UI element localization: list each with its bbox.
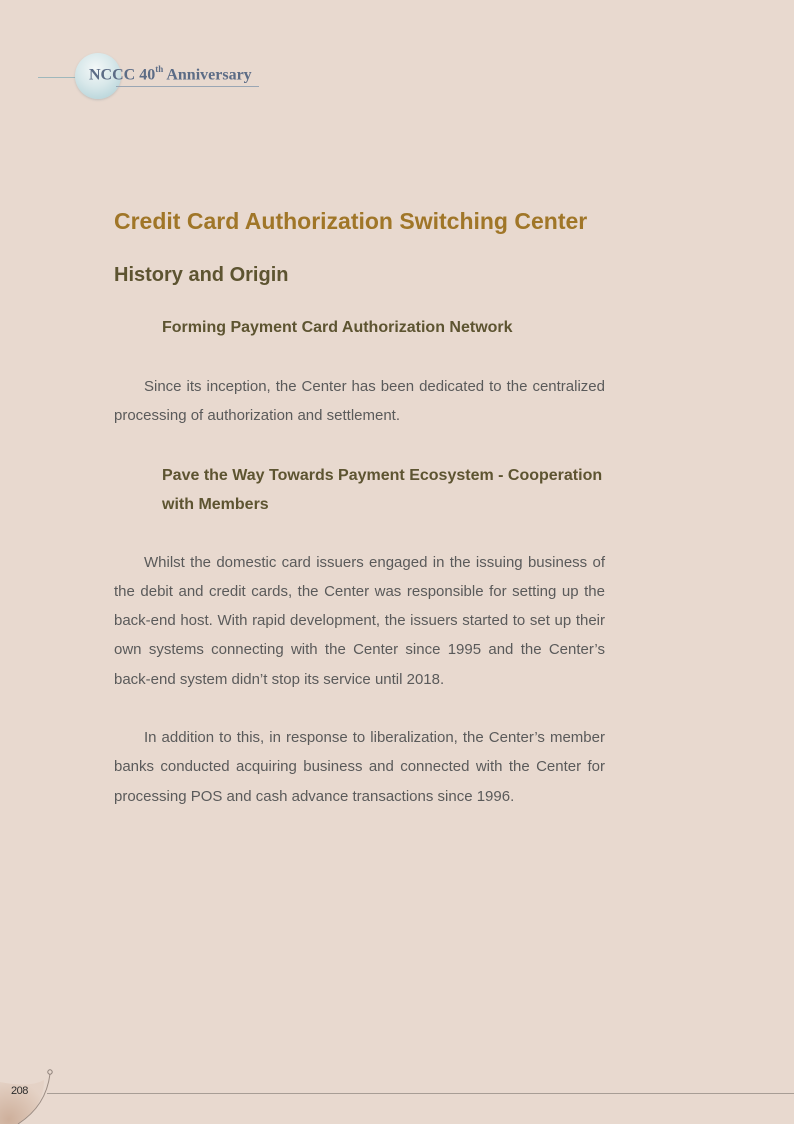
document-title: Credit Card Authorization Switching Center <box>114 208 588 234</box>
anniversary-suffix: Anniversary <box>163 66 252 84</box>
document-body <box>114 204 605 811</box>
paragraph: In addition to this, in response to liberalization, the Center’s member banks conducted acquiring business and connected with the Center for processing POS and cash advance transactions since 1996. <box>114 729 605 805</box>
anniversary-ordinal: th <box>155 64 164 74</box>
anniversary-header <box>38 52 278 102</box>
section-heading: History and Origin <box>114 264 289 286</box>
subsection-heading: Forming Payment Card Authorization Network <box>162 319 513 336</box>
footer-rule <box>47 1093 794 1094</box>
header-rule-left <box>38 77 78 78</box>
page-number: 208 <box>11 1085 28 1097</box>
anniversary-brand: NCCC 40 <box>89 66 156 84</box>
anniversary-title <box>89 65 252 84</box>
corner-swoosh-icon <box>0 1068 60 1124</box>
paragraph: Whilst the domestic card issuers engaged in the issuing business of the debit and credit cards, the Center was responsible for setting up the back-end host. With rapid development, the issuers started to set up their own systems connecting with the Center since 1995 and the Center’s back-end system didn’t stop its service until 2018. <box>114 553 605 688</box>
paragraph: Since its inception, the Center has been dedicated to the centralized processing of authorization and settlement. <box>114 378 605 425</box>
subsection-heading: Pave the Way Towards Payment Ecosystem - Cooperation with Members <box>162 466 603 513</box>
header-rule-underline <box>116 86 259 87</box>
